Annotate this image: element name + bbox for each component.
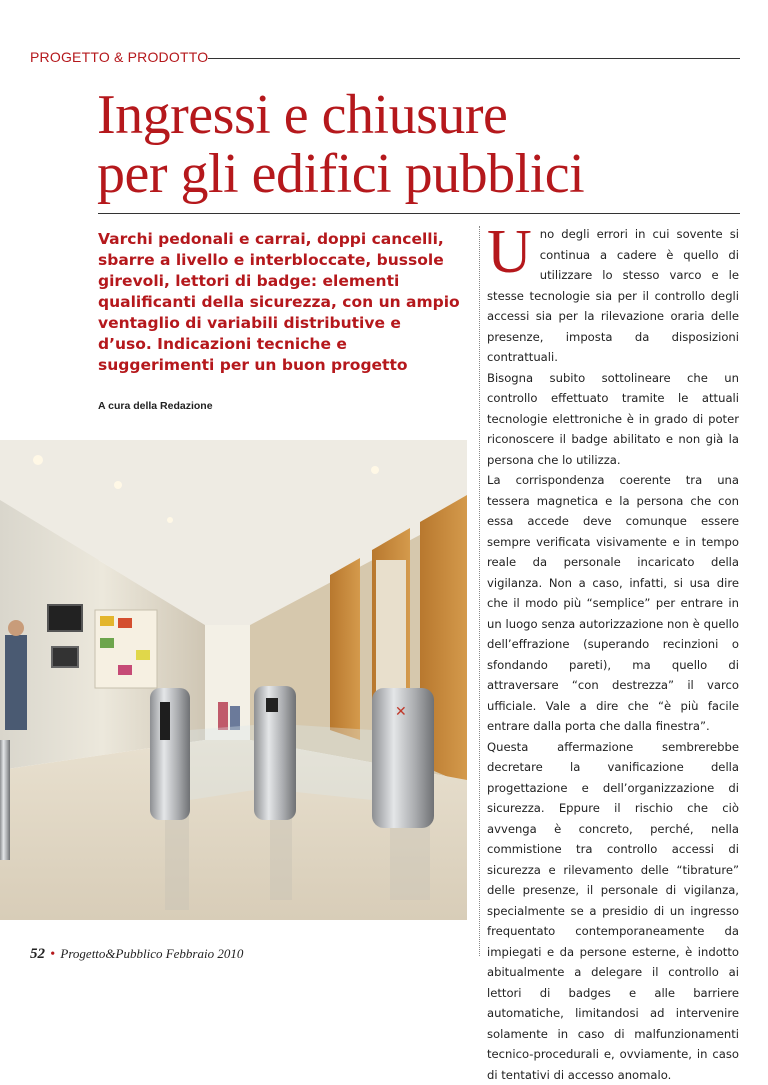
article-body [487,224,739,1085]
section-rule [208,58,740,59]
drop-cap: U [487,226,532,278]
section-label: PROGETTO & PRODOTTO [30,49,208,65]
turnstile-photo [0,440,467,920]
article-subtitle: Varchi pedonali e carrai, doppi cancelli, sbarre a livello e interbloccate, bussole girevoli, lettori di badge: elementi qualificanti della sicurezza, con un ampio ventaglio di variabili distributive e d’uso. Indicazioni tecniche e suggerimenti per un buon progetto [98,229,460,376]
article-paragraph: Uno degli errori in cui sovente si continua a cadere è quello di utilizzare lo stesso varco e le stesse tecnologie sia per il controllo degli accessi sia per la rilevazione oraria delle presenze, imposta da disposizioni contrattuali. [487,224,739,368]
article-paragraph: Bisogna subito sottolineare che un controllo effettuato tramite le attuali tecnologie elettroniche è in grado di poter riconoscere il badge abilitato e non già la persona che lo utilizza. [487,368,739,471]
article-paragraph: Questa affermazione sembrerebbe decretare la vanificazione della progettazione e dell’organizzazione di sicurezza. Eppure il rischio che ciò avvenga è concreto, perché, nella commistione tra controllo accessi di sicurezza e rilevamento delle “tibrature” delle presenze, il personale di vigilanza, specialmente se a presidio di un ingresso frequentato contemporaneamente da impiegati e da persone esterne, è indotto abitualmente a delegare il controllo ai lettori di badges e alle barriere automatiche, limitandosi ad intervenire solamente in caso di malfunzionamenti tecnico-procedurali e, ovviamente, in caso di tentativi di accesso anomalo. [487,737,739,1085]
page-number: 52 [30,946,45,962]
svg-text:✕: ✕ [395,704,407,720]
footer-bullet: • [50,947,55,962]
article-paragraph: La corrispondenza coerente tra una tessera magnetica e la persona che con essa accede deve comunque essere sempre verificata visivamente e in tempo reale da personale incaricato della vigilanza. Non a caso, infatti, si usa dire che il modo più “semplice” per entrare in un luogo senza autorizzazione non è quello dell’effrazione (superando recinzioni o sfondando pareti), ma quello di attraversare “con destrezza” il varco ufficiale. Vale a dire che “è più facile entrare dalla porta che dalla finestra”. [487,470,739,737]
title-rule [98,213,740,214]
title-line-1: Ingressi e chiusure [97,84,507,146]
page-footer [30,946,243,963]
publication-name: Progetto&Pubblico Febbraio 2010 [60,946,243,961]
article-title [97,86,747,204]
column-separator [479,226,480,956]
byline: A cura della Redazione [98,400,213,412]
title-line-2: per gli edifici pubblici [97,143,584,205]
